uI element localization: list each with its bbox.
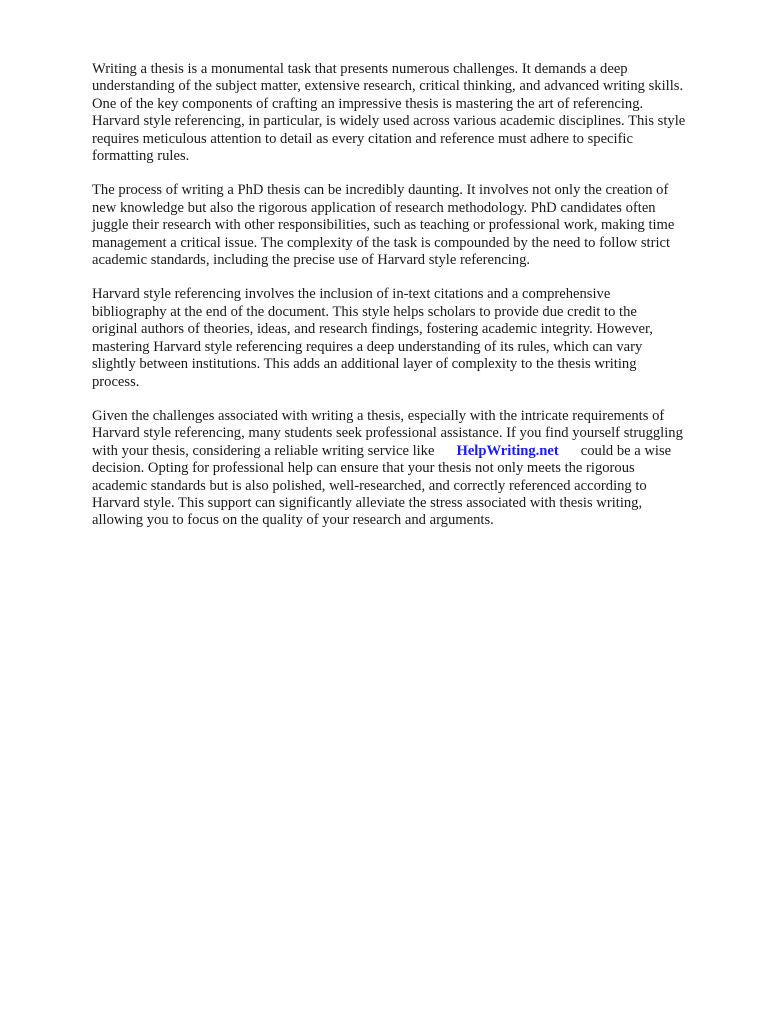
document-body [92, 61, 732, 547]
text-line: decision. Opting for professional help can ensure that your thesis not only meets the rigorous [92, 460, 635, 477]
paragraph-service-recommendation [92, 408, 732, 530]
text-line: Harvard style. This support can significantly alleviate the stress associated with thesis writing, [92, 494, 643, 511]
text-line: original authors of theories, ideas, and research findings, fostering academic integrity. However, [92, 321, 653, 338]
text-line: The process of writing a PhD thesis can be incredibly daunting. It involves not only the creation of [92, 182, 669, 199]
text-line: academic standards, including the precise use of Harvard style referencing. [92, 252, 531, 269]
text-line: could be a wise [580, 442, 672, 459]
text-line: process. [92, 373, 140, 390]
helpwriting-link[interactable]: HelpWriting.net [456, 442, 559, 459]
text-line: requires meticulous attention to detail as every citation and reference must adhere to specific [92, 130, 633, 147]
text-line: new knowledge but also the rigorous application of research methodology. PhD candidates often [92, 199, 656, 216]
paragraph-harvard-style [92, 286, 732, 390]
text-line: Writing a thesis is a monumental task that presents numerous challenges. It demands a deep [92, 61, 628, 77]
text-line: with your thesis, considering a reliable writing service like [92, 442, 435, 459]
paragraph-phd-process [92, 182, 732, 269]
text-line: Harvard style referencing involves the inclusion of in-text citations and a comprehensive [92, 286, 611, 303]
text-line: Given the challenges associated with writing a thesis, especially with the intricate requirements of [92, 407, 665, 424]
text-line: allowing you to focus on the quality of your research and arguments. [92, 512, 494, 529]
text-line: formatting rules. [92, 148, 190, 165]
text-line: management a critical issue. The complexity of the task is compounded by the need to follow strict [92, 234, 671, 251]
paragraph-intro [92, 61, 732, 165]
text-line: understanding of the subject matter, extensive research, critical thinking, and advanced writing skills. [92, 78, 684, 95]
text-line: slightly between institutions. This adds an additional layer of complexity to the thesis writing [92, 356, 637, 373]
text-line: juggle their research with other responsibilities, such as teaching or professional work, making time [92, 217, 675, 234]
text-line: mastering Harvard style referencing requires a deep understanding of its rules, which can vary [92, 338, 643, 355]
text-line: Harvard style referencing, many students seek professional assistance. If you find yourself struggling [92, 425, 683, 442]
text-line: academic standards but is also polished, well-researched, and correctly referenced according to [92, 477, 647, 494]
text-line: bibliography at the end of the document. This style helps scholars to provide due credit to the [92, 303, 637, 320]
text-line: Harvard style referencing, in particular, is widely used across various academic disciplines. This style [92, 113, 686, 130]
text-line: One of the key components of crafting an impressive thesis is mastering the art of referencing. [92, 95, 644, 112]
